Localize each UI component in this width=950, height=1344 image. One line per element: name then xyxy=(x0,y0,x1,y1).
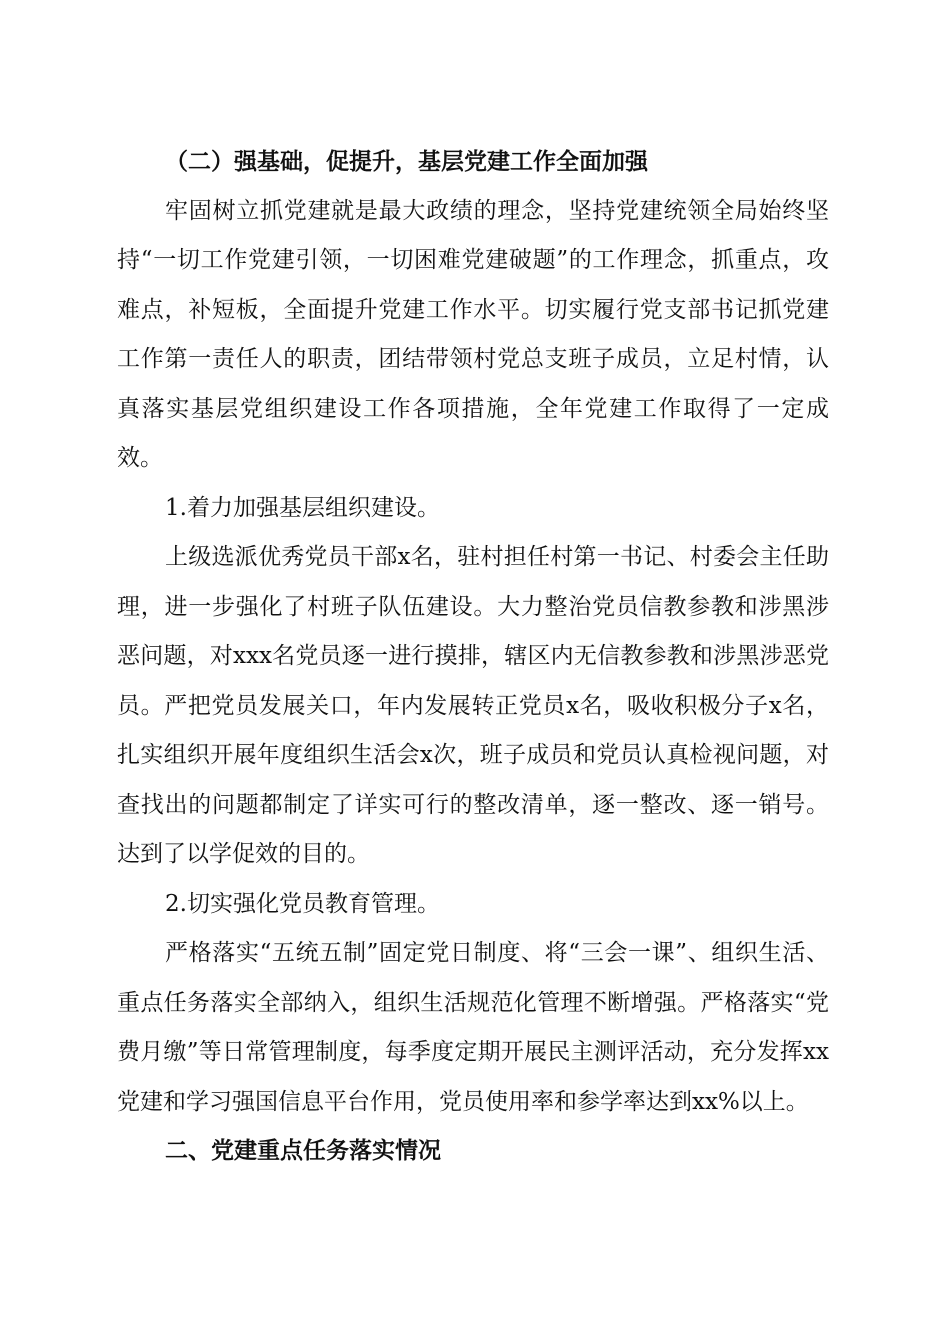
paragraph-party-building-overview: 牢固树立抓党建就是最大政绩的理念，坚持党建统领全局始终坚持“一切工作党建引领，一切困难党建破题”的工作理念，抓重点，攻难点，补短板，全面提升党建工作水平。切实履行党支部书记抓党建工作第一责任人的职责，团结带领村党总支班子成员，立足村情，认真落实基层党组织建设工作各项措施，全年党建工作取得了一定成效。 xyxy=(117,197,829,471)
section-2-heading: 二、党建重点任务落实情况 xyxy=(165,1138,441,1164)
item-1-title: 1.着力加强基层组织建设。 xyxy=(165,494,440,521)
document-body xyxy=(117,137,829,1177)
subheading-strengthen-foundation: （二）强基础，促提升，基层党建工作全面加强 xyxy=(165,148,648,175)
item-2-title: 2.切实强化党员教育管理。 xyxy=(165,890,440,917)
paragraph-organization-building: 上级选派优秀党员干部x名，驻村担任村第一书记、村委会主任助理，进一步强化了村班子队伍建设。大力整治党员信教参教和涉黑涉恶问题，对xxx名党员逐一进行摸排，辖区内无信教参教和涉黑涉恶党员。严把党员发展关口，年内发展转正党员x名，吸收积极分子x名，扎实组织开展年度组织生活会x次，班子成员和党员认真检视问题，对查找出的问题都制定了详实可行的整改清单，逐一整改、逐一销号。达到了以学促效的目的。 xyxy=(117,544,829,867)
paragraph-member-management: 严格落实“五统五制”固定党日制度、将“三会一课”、组织生活、重点任务落实全部纳入，组织生活规范化管理不断增强。严格落实“党费月缴”等日常管理制度，每季度定期开展民主测评活动，充分发挥xx党建和学习强国信息平台作用，党员使用率和参学率达到xx%以上。 xyxy=(117,940,829,1115)
